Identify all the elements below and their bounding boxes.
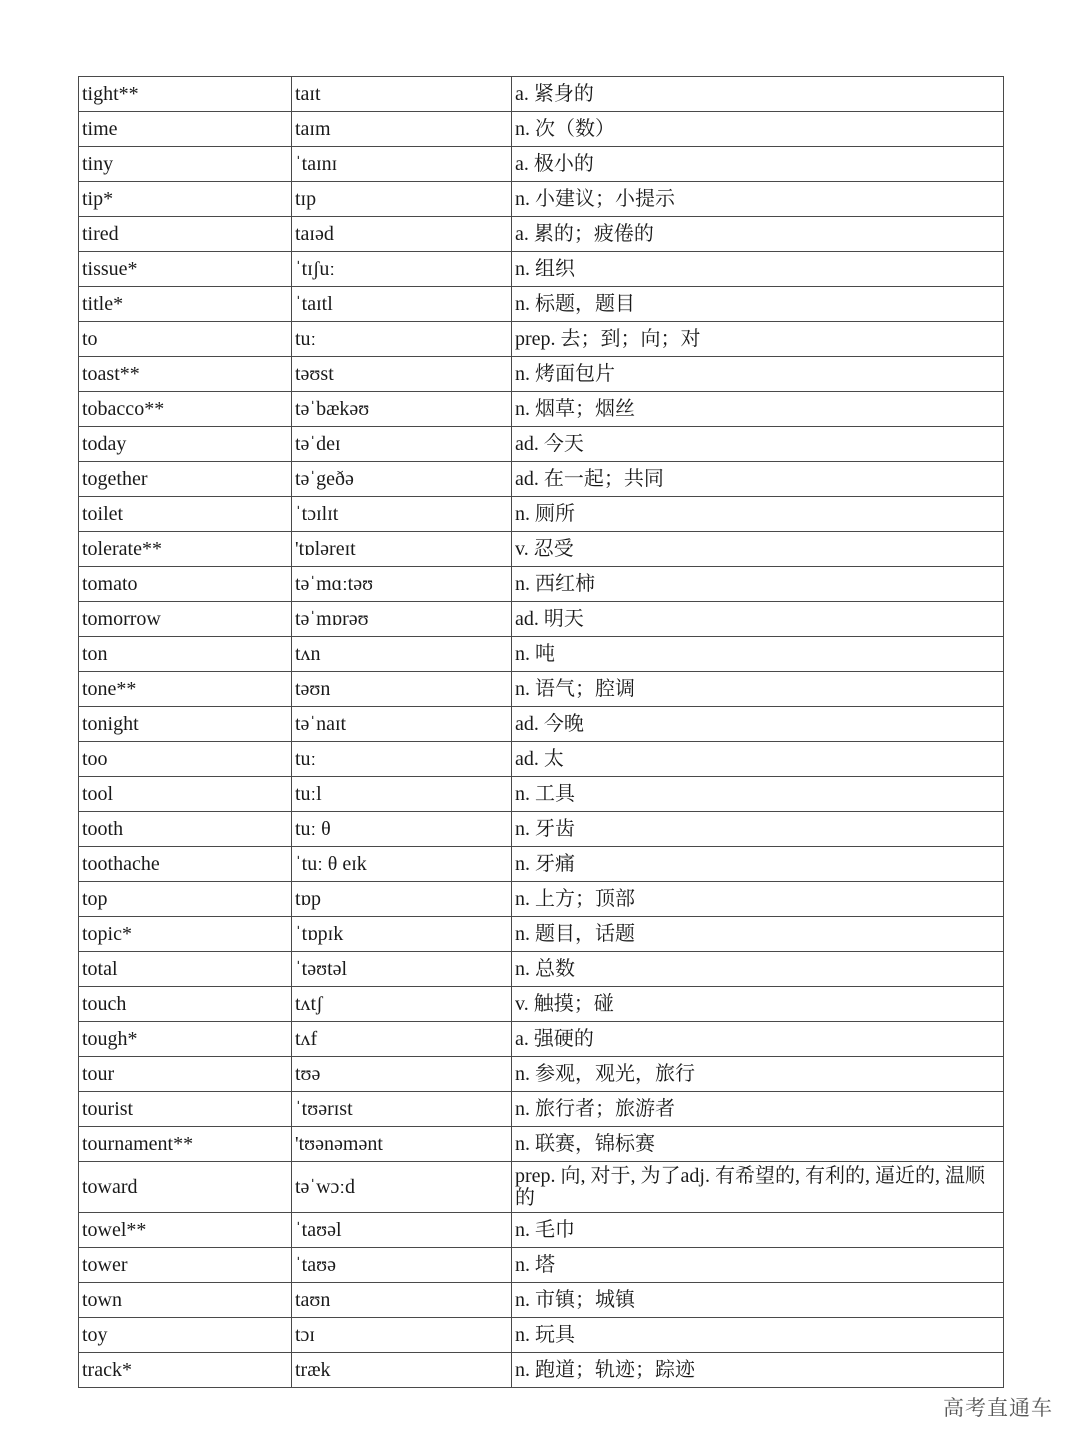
phonetic-cell: təˈmɑːtəʊ [292, 567, 512, 602]
vocabulary-table [78, 76, 1004, 1388]
table-row [79, 1127, 1004, 1162]
meaning-cell: v. 忍受 [512, 532, 1004, 567]
phonetic-cell: taɪt [292, 77, 512, 112]
word-cell: tomorrow [79, 602, 292, 637]
word-cell: toilet [79, 497, 292, 532]
word-cell: toy [79, 1318, 292, 1353]
table-row [79, 1248, 1004, 1283]
phonetic-cell: taɪm [292, 112, 512, 147]
table-row [79, 847, 1004, 882]
phonetic-cell: tʌtʃ [292, 987, 512, 1022]
phonetic-cell: tɪp [292, 182, 512, 217]
meaning-cell: n. 旅行者；旅游者 [512, 1092, 1004, 1127]
table-row [79, 1057, 1004, 1092]
table-row [79, 567, 1004, 602]
word-cell: tonight [79, 707, 292, 742]
meaning-cell: a. 累的；疲倦的 [512, 217, 1004, 252]
meaning-cell: n. 毛巾 [512, 1213, 1004, 1248]
word-cell: tour [79, 1057, 292, 1092]
phonetic-cell: təʊst [292, 357, 512, 392]
word-cell: town [79, 1283, 292, 1318]
table-row [79, 1213, 1004, 1248]
word-cell: topic* [79, 917, 292, 952]
meaning-cell: prep. 向, 对于, 为了adj. 有希望的, 有利的, 逼近的, 温顺的 [512, 1162, 1004, 1213]
word-cell: toast** [79, 357, 292, 392]
phonetic-cell: taɪəd [292, 217, 512, 252]
phonetic-cell: 'tʊənəmənt [292, 1127, 512, 1162]
phonetic-cell: tʊə [292, 1057, 512, 1092]
meaning-cell: prep. 去；到；向；对 [512, 322, 1004, 357]
table-row [79, 392, 1004, 427]
watermark: 高考直通车 [943, 1396, 1053, 1420]
meaning-cell: a. 紧身的 [512, 77, 1004, 112]
phonetic-cell: təˈwɔːd [292, 1162, 512, 1213]
table-row [79, 707, 1004, 742]
phonetic-cell: ˈtaʊə [292, 1248, 512, 1283]
word-cell: tool [79, 777, 292, 812]
word-cell: tough* [79, 1022, 292, 1057]
meaning-cell: n. 烤面包片 [512, 357, 1004, 392]
meaning-cell: n. 题目，话题 [512, 917, 1004, 952]
phonetic-cell: taʊn [292, 1283, 512, 1318]
table-row [79, 812, 1004, 847]
meaning-cell: n. 厕所 [512, 497, 1004, 532]
table-row [79, 637, 1004, 672]
phonetic-cell: ˈtɔɪlɪt [292, 497, 512, 532]
meaning-cell: n. 上方；顶部 [512, 882, 1004, 917]
phonetic-cell: tɒp [292, 882, 512, 917]
table-row [79, 1353, 1004, 1388]
word-cell: title* [79, 287, 292, 322]
meaning-cell: n. 组织 [512, 252, 1004, 287]
word-cell: tournament** [79, 1127, 292, 1162]
word-cell: ton [79, 637, 292, 672]
table-row [79, 462, 1004, 497]
meaning-cell: n. 塔 [512, 1248, 1004, 1283]
meaning-cell: ad. 明天 [512, 602, 1004, 637]
table-row [79, 287, 1004, 322]
table-row [79, 252, 1004, 287]
phonetic-cell: ˈtɒpɪk [292, 917, 512, 952]
word-cell: track* [79, 1353, 292, 1388]
phonetic-cell: tɔɪ [292, 1318, 512, 1353]
phonetic-cell: tʌf [292, 1022, 512, 1057]
table-row [79, 1092, 1004, 1127]
phonetic-cell: təˈnaɪt [292, 707, 512, 742]
table-row [79, 322, 1004, 357]
meaning-cell: n. 总数 [512, 952, 1004, 987]
word-cell: tight** [79, 77, 292, 112]
phonetic-cell: təˈmɒrəʊ [292, 602, 512, 637]
meaning-cell: n. 西红柿 [512, 567, 1004, 602]
meaning-cell: n. 牙痛 [512, 847, 1004, 882]
phonetic-cell: tuː [292, 742, 512, 777]
meaning-cell: n. 联赛，锦标赛 [512, 1127, 1004, 1162]
table-row [79, 497, 1004, 532]
meaning-cell: v. 触摸；碰 [512, 987, 1004, 1022]
table-row [79, 147, 1004, 182]
word-cell: tissue* [79, 252, 292, 287]
table-row [79, 1318, 1004, 1353]
table-row [79, 987, 1004, 1022]
table-row [79, 777, 1004, 812]
meaning-cell: n. 工具 [512, 777, 1004, 812]
word-cell: tomato [79, 567, 292, 602]
meaning-cell: n. 小建议；小提示 [512, 182, 1004, 217]
phonetic-cell: təˈdeɪ [292, 427, 512, 462]
table-row [79, 112, 1004, 147]
phonetic-cell: ˈtaɪnɪ [292, 147, 512, 182]
meaning-cell: n. 语气；腔调 [512, 672, 1004, 707]
table-row [79, 672, 1004, 707]
word-cell: tourist [79, 1092, 292, 1127]
table-row [79, 1162, 1004, 1213]
table-row [79, 952, 1004, 987]
phonetic-cell: təˈgeðə [292, 462, 512, 497]
word-cell: today [79, 427, 292, 462]
meaning-cell: a. 极小的 [512, 147, 1004, 182]
table-row [79, 427, 1004, 462]
word-cell: towel** [79, 1213, 292, 1248]
word-cell: tobacco** [79, 392, 292, 427]
meaning-cell: ad. 今天 [512, 427, 1004, 462]
word-cell: total [79, 952, 292, 987]
meaning-cell: n. 市镇；城镇 [512, 1283, 1004, 1318]
word-cell: together [79, 462, 292, 497]
meaning-cell: n. 玩具 [512, 1318, 1004, 1353]
meaning-cell: n. 标题，题目 [512, 287, 1004, 322]
meaning-cell: ad. 太 [512, 742, 1004, 777]
phonetic-cell: ˈtɪʃuː [292, 252, 512, 287]
word-cell: tip* [79, 182, 292, 217]
meaning-cell: ad. 在一起；共同 [512, 462, 1004, 497]
phonetic-cell: tuː [292, 322, 512, 357]
word-cell: too [79, 742, 292, 777]
phonetic-cell: 'tɒləreɪt [292, 532, 512, 567]
table-row [79, 1022, 1004, 1057]
word-cell: tooth [79, 812, 292, 847]
meaning-cell: n. 吨 [512, 637, 1004, 672]
meaning-cell: a. 强硬的 [512, 1022, 1004, 1057]
word-cell: tone** [79, 672, 292, 707]
word-cell: to [79, 322, 292, 357]
phonetic-cell: ˈtʊərɪst [292, 1092, 512, 1127]
word-cell: toothache [79, 847, 292, 882]
word-cell: tolerate** [79, 532, 292, 567]
meaning-cell: n. 次（数） [512, 112, 1004, 147]
phonetic-cell: tʌn [292, 637, 512, 672]
meaning-cell: n. 跑道；轨迹；踪迹 [512, 1353, 1004, 1388]
table-row [79, 532, 1004, 567]
phonetic-cell: ˈtəʊtəl [292, 952, 512, 987]
meaning-cell: n. 参观，观光，旅行 [512, 1057, 1004, 1092]
table-row [79, 217, 1004, 252]
table-row [79, 602, 1004, 637]
phonetic-cell: təˈbækəʊ [292, 392, 512, 427]
phonetic-cell: ˈtuː θ eɪk [292, 847, 512, 882]
table-row [79, 882, 1004, 917]
word-cell: tower [79, 1248, 292, 1283]
word-cell: toward [79, 1162, 292, 1213]
vocabulary-table-body [79, 77, 1004, 1388]
phonetic-cell: təʊn [292, 672, 512, 707]
table-row [79, 917, 1004, 952]
phonetic-cell: træk [292, 1353, 512, 1388]
meaning-cell: n. 烟草；烟丝 [512, 392, 1004, 427]
meaning-cell: n. 牙齿 [512, 812, 1004, 847]
phonetic-cell: ˈtaʊəl [292, 1213, 512, 1248]
word-cell: top [79, 882, 292, 917]
table-row [79, 357, 1004, 392]
phonetic-cell: tuː θ [292, 812, 512, 847]
phonetic-cell: ˈtaɪtl [292, 287, 512, 322]
word-cell: time [79, 112, 292, 147]
table-row [79, 742, 1004, 777]
table-row [79, 182, 1004, 217]
phonetic-cell: tuːl [292, 777, 512, 812]
word-cell: tired [79, 217, 292, 252]
table-row [79, 77, 1004, 112]
table-row [79, 1283, 1004, 1318]
word-cell: touch [79, 987, 292, 1022]
meaning-cell: ad. 今晚 [512, 707, 1004, 742]
word-cell: tiny [79, 147, 292, 182]
